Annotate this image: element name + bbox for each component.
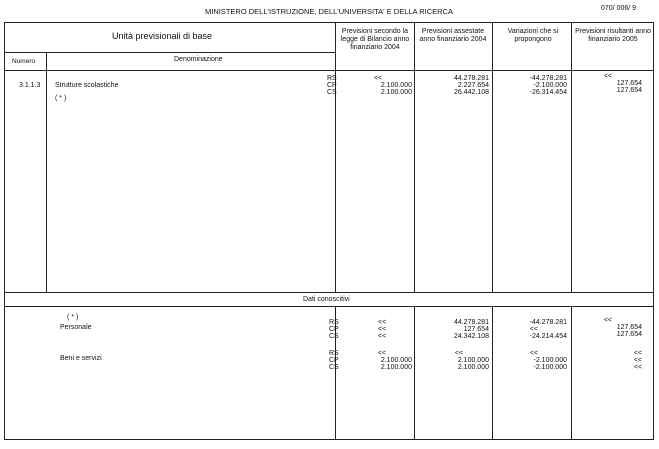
ministry-title: MINISTERO DELL'ISTRUZIONE, DELL'UNIVERSITA' E DELLA RICERCA — [205, 7, 453, 16]
code-rs: RS — [327, 75, 337, 82]
personale-col2-cp: 127.654 — [463, 326, 489, 333]
personale-col1-cs: << — [378, 333, 387, 340]
main-col3-cs: -26.314.454 — [529, 89, 567, 96]
beni-col1-cs: 2.100.000 — [380, 364, 412, 371]
personale-col4-rs: << — [603, 317, 612, 324]
personale-col2-cs: 24.342.108 — [453, 333, 489, 340]
beni-col3-cp: -2.100.000 — [533, 357, 567, 364]
personale-col2-values — [416, 319, 489, 340]
personale-code-cs: CS — [329, 333, 339, 340]
page-reference: 070/ 006/ 9 — [601, 5, 637, 12]
main-col4-values — [573, 73, 642, 94]
beni-col3-values — [494, 350, 567, 371]
col1-header: Previsioni secondo la legge di Bilancio anno finanziario 2004 — [340, 28, 410, 51]
beni-col1-cp: 2.100.000 — [380, 357, 412, 364]
col-sep-numero — [46, 52, 47, 292]
main-codes — [327, 75, 337, 96]
personale-col1-rs: << — [378, 319, 387, 326]
main-col1-cp: 2.100.000 — [380, 82, 412, 89]
main-col1-rs: << — [373, 75, 382, 82]
personale-col3-rs: -44.278.281 — [529, 319, 567, 326]
beni-col1-values — [340, 350, 412, 371]
table-top-border — [4, 22, 654, 23]
beni-col4-values — [573, 350, 642, 371]
personale-code-rs: RS — [329, 319, 339, 326]
col-sep-col1 — [414, 22, 415, 439]
col-sep-col2 — [492, 22, 493, 439]
header-subline — [4, 52, 336, 53]
dati-note: ( * ) — [67, 314, 79, 321]
personale-col3-values — [494, 319, 567, 340]
main-col4-cs: 127.654 — [616, 87, 642, 94]
main-col2-values — [416, 75, 489, 96]
col2-header: Previsioni assestate anno finanziario 2004 — [419, 28, 487, 43]
beni-col1-rs: << — [377, 350, 386, 357]
main-col2-cs: 26.442.108 — [453, 89, 489, 96]
beni-servizi-label: Beni e servizi — [60, 355, 102, 362]
beni-col2-cs: 2.100.000 — [457, 364, 489, 371]
personale-col4-values — [573, 317, 642, 338]
personale-col4-cp: 127.654 — [616, 324, 642, 331]
beni-col2-values — [416, 350, 489, 371]
personale-col1-cp: << — [378, 326, 387, 333]
col-sep-col3 — [571, 22, 572, 439]
personale-col4-cs: 127.654 — [616, 331, 642, 338]
dati-bottom-line — [4, 306, 654, 307]
table-left-border — [4, 22, 5, 440]
personale-codes — [329, 319, 339, 340]
table-right-border — [653, 22, 654, 440]
header-bottom — [4, 70, 654, 71]
chapter-denominazione: Strutture scolastiche — [55, 82, 119, 89]
main-col1-values — [340, 75, 412, 96]
unita-header: Unità previsionali di base — [112, 31, 213, 41]
beni-code-cs: CS — [329, 364, 339, 371]
main-col4-cp: 127.654 — [616, 80, 642, 87]
col3-header: Variazioni che si propongono — [507, 28, 559, 43]
main-col3-cp: -2.100.000 — [533, 82, 567, 89]
beni-code-cp: CP — [329, 357, 339, 364]
personale-col1-values — [378, 319, 386, 340]
code-cs: CS — [327, 89, 337, 96]
beni-col2-rs: << — [454, 350, 463, 357]
main-col2-rs: 44.278.281 — [453, 75, 489, 82]
main-col1-cs: 2.100.000 — [380, 89, 412, 96]
beni-col4-rs: << — [633, 350, 642, 357]
chapter-number: 3.1.1.3 — [19, 82, 41, 89]
col4-header: Previsioni risultanti anno finanziario 2005 — [575, 28, 651, 43]
beni-col2-cp: 2.100.000 — [457, 357, 489, 364]
personale-col2-rs: 44.278.281 — [453, 319, 489, 326]
personale-label: Personale — [60, 324, 92, 331]
personale-col3-cp: << — [529, 326, 538, 333]
beni-code-rs: RS — [329, 350, 339, 357]
code-cp: CP — [327, 82, 337, 89]
beni-col4-cp: << — [633, 357, 642, 364]
chapter-note: ( * ) — [55, 95, 67, 102]
beni-codes — [329, 350, 339, 371]
numero-header: Numero — [12, 58, 36, 65]
main-col3-rs: -44.278.281 — [529, 75, 567, 82]
personale-col3-cs: -24.214.454 — [529, 333, 567, 340]
beni-col4-cs: << — [633, 364, 642, 371]
personale-code-cp: CP — [329, 326, 339, 333]
denominazione-header: Denominazione — [174, 56, 223, 63]
main-col3-values — [494, 75, 567, 96]
main-col2-cp: 2.227.654 — [457, 82, 489, 89]
table-bottom-border — [4, 439, 654, 440]
beni-col3-cs: -2.100.000 — [533, 364, 567, 371]
dati-conoscitivi-title: Dati conoscitivi — [303, 296, 350, 303]
beni-col3-rs: << — [529, 350, 538, 357]
main-col4-rs: << — [603, 73, 612, 80]
